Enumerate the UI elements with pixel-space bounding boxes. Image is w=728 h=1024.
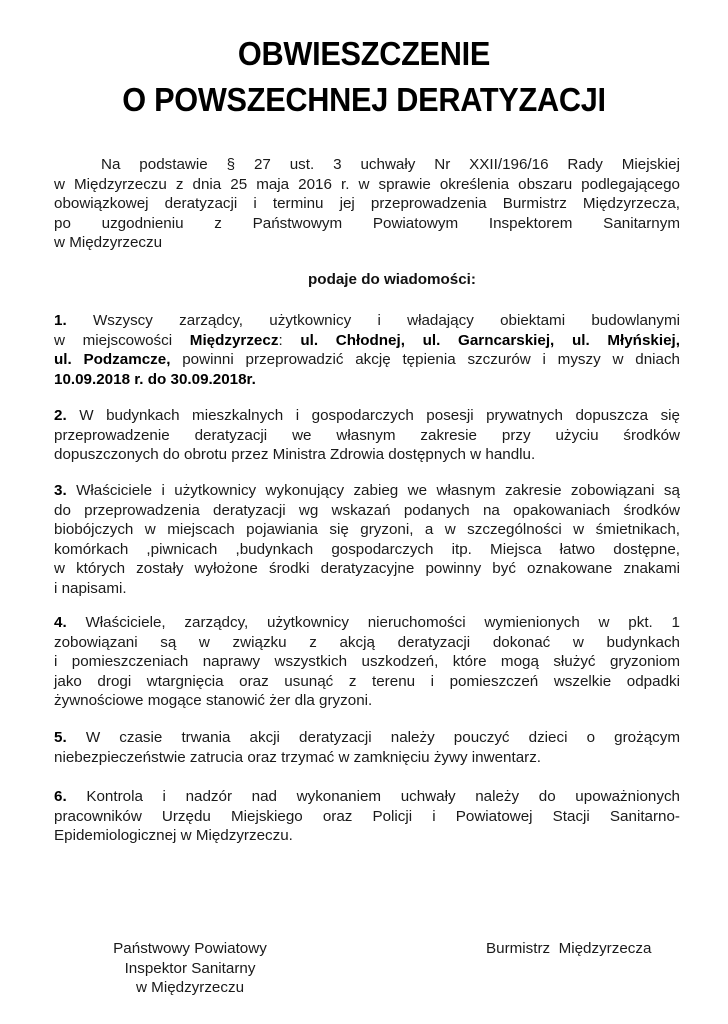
point-text: powinni przeprowadzić akcję tępienia szczurów i myszy w dniach [182,351,680,369]
intro-line: po uzgodnieniu z Państwowym Powiatowym Inspektorem Sanitarnym [54,214,680,232]
point-text: Kontrola i nadzór nad wykonaniem uchwały należy do upoważnionych [86,788,680,805]
announcement-heading: podaje do wiadomości: [308,271,476,288]
point-text: W budynkach mieszkalnych i gospodarczych posesji prywatnych dopuszcza się [79,407,680,424]
point-1 [54,311,680,389]
point-text: w miejscowości [54,331,173,349]
point-text: biobójczych w miejscach pojawiania się gryzoni, a w szczególności w śmietnikach, [54,521,680,539]
intro-paragraph [54,155,680,253]
street-list: ul. Podzamcze, [54,351,171,369]
point-text: żywnościowe mogące stanowić żer dla gryzoni. [54,692,373,710]
point-5 [54,728,680,767]
point-text: do przeprowadzenia deratyzacji wg wskazań podanych na opakowaniach środków [54,501,680,519]
point-text: W czasie trwania akcji deratyzacji należy pouczyć dzieci o grożącym [85,729,680,746]
point-text: i napisami. [54,579,127,597]
town-name: Międzyrzecz [189,331,279,349]
point-text: niebezpieczeństwie zatrucia oraz trzymać w zamknięciu żywy inwentarz. [54,748,542,766]
point-text: w których zostały wyłożone środki deratyzacyjne powinny być oznakowane znakami [54,560,680,578]
point-text: przeprowadzenie deratyzacji we własnym zakresie przy użyciu środków [54,426,680,444]
point-number: 6. [54,788,67,805]
intro-line: w Międzyrzeczu [54,234,163,252]
intro-line: obowiązkowej deratyzacji i terminu jej przeprowadzenia Burmistrz Międzyrzecza, [54,195,680,213]
street-list: ul. Chłodnej, ul. Garncarskiej, ul. Młyńskiej, [300,331,680,349]
signature-line: Państwowy Powiatowy [113,940,267,957]
point-text: Właściciele, zarządcy, użytkownicy nieruchomości wymienionych w pkt. 1 [85,614,680,631]
document-title-line1: OBWIESZCZENIE [237,35,491,72]
point-number: 4. [54,614,67,631]
intro-line: Na podstawie § 27 ust. 3 uchwały Nr XXII/196/16 Rady Miejskiej [101,156,680,173]
signature-mayor: Burmistrz Międzyrzecza [486,940,652,957]
point-3 [54,481,680,599]
point-text: Właściciele i użytkownicy wykonujący zabieg we własnym zakresie zobowiązani są [76,482,680,499]
point-number: 2. [54,407,67,424]
point-text: : [278,331,283,349]
point-text: komórkach ,piwnicach ,budynkach gospodarczych itp. Miejsca łatwo dostępne, [54,540,680,558]
intro-line: w Międzyrzeczu z dnia 25 maja 2016 r. w sprawie określenia obszaru podlegającego [54,175,680,193]
document-title-line2: O POWSZECHNEJ DERATYZACJI [122,81,606,118]
point-text: pracowników Urzędu Miejskiego oraz Policji i Powiatowej Stacji Sanitarno- [54,807,680,825]
date-range: 10.09.2018 r. do 30.09.2018r. [54,370,256,388]
point-text: i pomieszczeniach naprawy wszystkich uszkodzeń, które mogą służyć gryzoniom [54,653,680,671]
point-text: Wszyscy zarządcy, użytkownicy i władający obiektami budowlanymi [92,312,680,329]
signature-line: Inspektor Sanitarny [124,959,256,977]
point-4 [54,613,680,711]
point-6 [54,787,680,846]
point-number: 3. [54,482,67,499]
point-text: jako drogi wtargnięcia oraz usunąć z terenu i pomieszczeń wszelkie odpadki [54,672,680,690]
point-text: Epidemiologicznej w Międzyrzeczu. [54,827,293,845]
point-text: zobowiązani są w związku z akcją deratyzacji dokonać w budynkach [54,633,680,651]
signature-sanitary-inspector [100,939,280,998]
point-number: 5. [54,729,67,746]
point-text: dopuszczonych do obrotu przez Ministra Zdrowia dostępnych w handlu. [54,446,536,464]
point-number: 1. [54,312,67,329]
point-2 [54,406,680,465]
signature-line: w Międzyrzeczu [135,979,245,997]
